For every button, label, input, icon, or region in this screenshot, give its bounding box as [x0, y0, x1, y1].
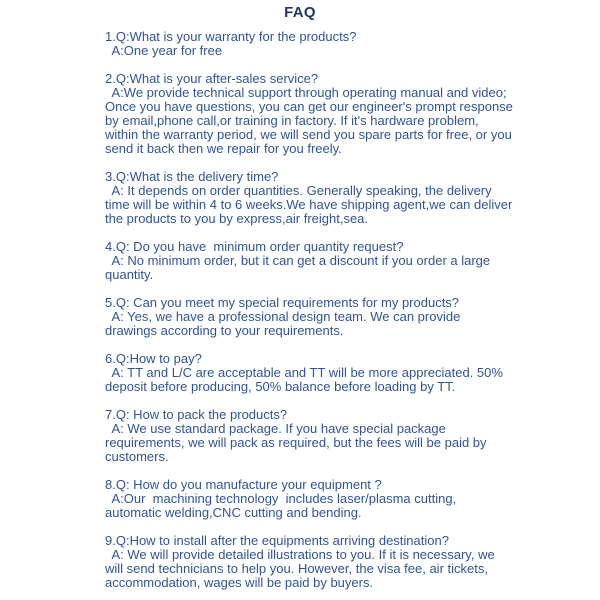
faq-answer-line: A:Our machining technology includes laser/plasma cutting, — [105, 491, 457, 506]
faq-answer-line: A:One year for free — [105, 43, 223, 58]
faq-item-9 — [105, 534, 505, 590]
faq-answer-line: A: TT and L/C are acceptable and TT will be more appreciated. 50% — [105, 365, 503, 380]
faq-answer-line: requirements, we will pack as required, but the fees will be paid by — [105, 435, 487, 450]
faq-answer-line: A: We use standard package. If you have special package — [105, 421, 446, 436]
faq-answer-line: time will be within 4 to 6 weeks.We have shipping agent,we can deliver — [105, 197, 513, 212]
faq-answer-line: A:We provide technical support through operating manual and video; — [105, 85, 507, 100]
faq-item-8 — [105, 478, 505, 520]
faq-answer-line: customers. — [105, 449, 169, 464]
faq-question: 8.Q: How do you manufacture your equipment ? — [105, 477, 382, 492]
faq-answer-line: automatic welding,CNC cutting and bending. — [105, 505, 362, 520]
faq-question: 1.Q:What is your warranty for the products? — [105, 29, 357, 44]
faq-question: 3.Q:What is the delivery time? — [105, 169, 279, 184]
faq-answer-line: Once you have questions, you can get our engineer's prompt response — [105, 99, 513, 114]
faq-question: 7.Q: How to pack the products? — [105, 407, 288, 422]
faq-answer-line: deposit before producing, 50% balance before loading by TT. — [105, 379, 456, 394]
faq-answer-line: A: We will provide detailed illustrations to you. If it is necessary, we — [105, 547, 495, 562]
faq-answer-line: drawings according to your requirements. — [105, 323, 344, 338]
faq-answer-line: within the warranty period, we will send you spare parts for free, or you — [105, 127, 512, 142]
faq-item-5 — [105, 296, 505, 338]
faq-item-6 — [105, 352, 505, 394]
faq-item-2 — [105, 71, 513, 156]
faq-answer-line: by email,phone call,or training in factory. If it's hardware problem, — [105, 113, 479, 128]
faq-question: 9.Q:How to install after the equipments arriving destination? — [105, 533, 449, 548]
page-title: FAQ — [284, 4, 316, 21]
faq-answer-line: send it back then we repair for you freely. — [105, 141, 342, 156]
faq-answer-line: the products to you by express,air freight,sea. — [105, 211, 369, 226]
faq-item-4 — [105, 240, 505, 282]
faq-answer-line: will send technicians to help you. However, the visa fee, air tickets, — [105, 561, 488, 576]
faq-list — [0, 29, 513, 590]
faq-question: 2.Q:What is your after-sales service? — [105, 71, 319, 86]
faq-item-7 — [105, 408, 505, 464]
faq-answer-line: quantity. — [105, 267, 154, 282]
faq-item-3 — [105, 169, 513, 226]
faq-answer-line: A: Yes, we have a professional design team. We can provide — [105, 309, 461, 324]
faq-answer-line: A: It depends on order quantities. Generally speaking, the delivery — [105, 183, 492, 198]
faq-answer-line: accommodation, wages will be paid by buyers. — [105, 575, 374, 590]
faq-question: 5.Q: Can you meet my special requirements for my products? — [105, 295, 460, 310]
faq-question: 6.Q:How to pay? — [105, 351, 202, 366]
faq-item-1 — [105, 30, 505, 58]
faq-answer-line: A: No minimum order, but it can get a discount if you order a large — [105, 253, 491, 268]
faq-question: 4.Q: Do you have minimum order quantity request? — [105, 239, 404, 254]
